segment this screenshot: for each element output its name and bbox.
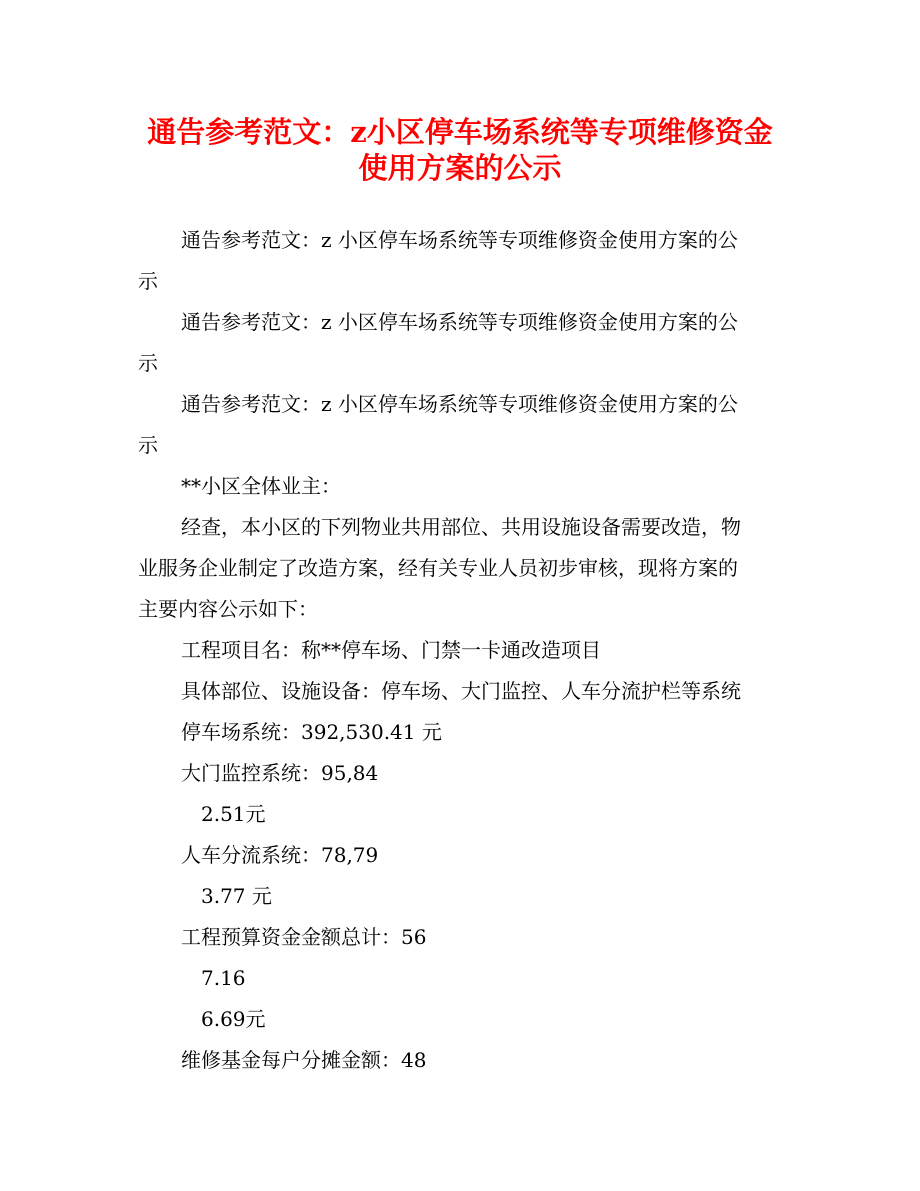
project-name-line: 工程项目名：称**停车场、门禁一卡通改造项目 [181, 638, 601, 662]
budget-total-line-cont: 6.69元 [201, 1007, 266, 1031]
diversion-cost-line-cont: 3.77 元 [201, 884, 272, 908]
body-line: 示 [138, 269, 158, 293]
salutation: **小区全体业主： [181, 474, 341, 498]
body-line: 业服务企业制定了改造方案，经有关专业人员初步审核，现将方案的 [138, 556, 738, 580]
body-line: 通告参考范文：z 小区停车场系统等专项维修资金使用方案的公 [181, 310, 738, 334]
gate-cost-line-cont: 2.51元 [201, 802, 266, 826]
parking-cost-line: 停车场系统：392,530.41 元 [181, 720, 442, 744]
body-line: 主要内容公示如下： [138, 597, 318, 621]
body-line: 示 [138, 433, 158, 457]
body-line: 示 [138, 351, 158, 375]
budget-total-line: 工程预算资金金额总计：56 [181, 925, 427, 949]
diversion-cost-line: 人车分流系统：78,79 [181, 843, 379, 867]
gate-cost-line: 大门监控系统：95,84 [181, 761, 379, 785]
body-line: 通告参考范文：z 小区停车场系统等专项维修资金使用方案的公 [181, 228, 738, 252]
document-title-line-1: 通告参考范文：z小区停车场系统等专项维修资金 [147, 115, 773, 149]
per-household-line: 维修基金每户分摊金额：48 [181, 1048, 427, 1072]
facilities-line: 具体部位、设施设备：停车场、大门监控、人车分流护栏等系统 [181, 679, 741, 703]
budget-total-line-cont: 7.16 [201, 966, 246, 990]
body-line: 经查，本小区的下列物业共用部位、共用设施设备需要改造，物 [181, 515, 741, 539]
document-title-line-2: 使用方案的公示 [358, 151, 562, 185]
body-line: 通告参考范文：z 小区停车场系统等专项维修资金使用方案的公 [181, 392, 738, 416]
